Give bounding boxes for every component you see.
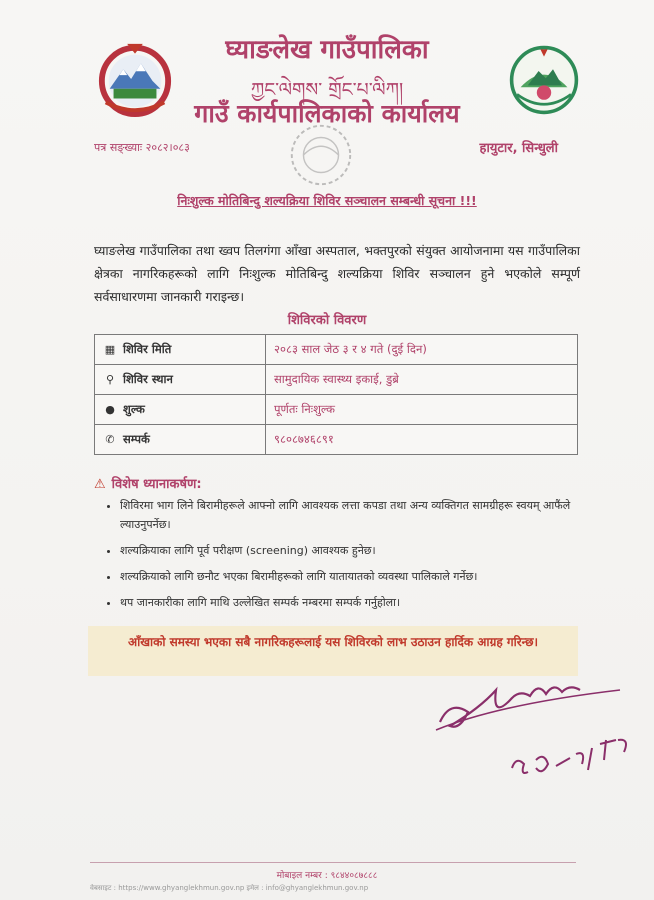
list-item: • थप जानकारीका लागि माथि उल्लेखित सम्पर्क नम्बरमा सम्पर्क गर्नुहोला। <box>120 593 590 612</box>
appeal-banner: आँखाको समस्या भएका सबै नागरिकहरूलाई यस शिविरको लाभ उठाउन हार्दिक आग्रह गरिन्छ। <box>88 626 578 676</box>
special-notice-title <box>94 474 202 492</box>
notice-subject: निःशुल्क मोतिबिन्दु शल्यक्रिया शिविर सञ्चालन सम्बन्धी सूचना !!! <box>177 193 477 208</box>
office-title: गाउँ कार्यपालिकाको कार्यालय <box>194 99 460 128</box>
detail-label-cell <box>95 425 266 455</box>
detail-label-cell <box>95 335 266 365</box>
detail-value: २०८३ साल जेठ ३ र ४ गते (दुई दिन) <box>266 335 578 365</box>
detail-label: शिविर मिति <box>123 342 172 356</box>
intro-paragraph: घ्याङलेख गाउँपालिका तथा ख्वप तिलगंगा आँखा अस्पताल, भक्तपुरको संयुक्त आयोजनामा यस गाउँपालिका क्षेत्रका नागरिकहरूको लागि निःशुल्क मोतिबिन्दु शल्यक्रिया शिविर सञ्चालन हुने भएकोले सम्पूर्ण सर्वसाधारणमा जानकारी गराइन्छ। <box>94 242 580 304</box>
footer-divider <box>90 862 576 863</box>
table-row <box>95 335 578 365</box>
detail-value: ९८०८७४६८९१ <box>266 425 578 455</box>
detail-label-cell <box>95 365 266 395</box>
list-item: • शल्यक्रियाको लागि छनौट भएका बिरामीहरूको लागि यातायातको व्यवस्था पालिकाले गर्नेछ। <box>120 567 590 586</box>
table-row <box>95 425 578 455</box>
detail-label-cell <box>95 395 266 425</box>
detail-label: शुल्क <box>123 402 145 416</box>
municipality-logo <box>508 44 580 116</box>
detail-value: पूर्णतः निःशुल्क <box>266 395 578 425</box>
money-bag-icon: ● <box>105 403 115 416</box>
reference-number: पत्र सङ्ख्याः २०८२।०८३ <box>94 141 190 154</box>
municipality-title: घ्याङलेख गाउँपालिका <box>225 35 429 65</box>
footer-phone: मोबाइल नम्बर : ९८४४०८७८८८ <box>276 871 378 881</box>
table-row <box>95 395 578 425</box>
detail-label: सम्पर्क <box>123 432 150 446</box>
detail-label: शिविर स्थान <box>123 372 173 386</box>
table-row <box>95 365 578 395</box>
warning-icon: ⚠ <box>94 477 106 492</box>
camp-details-table <box>94 334 578 455</box>
calendar-icon: ▦ <box>104 343 116 356</box>
location-pin-icon: ⚲ <box>105 373 115 386</box>
office-location: हायुटार, सिन्धुली <box>479 141 558 156</box>
details-section-title: शिविरको विवरण <box>287 313 367 328</box>
footer-contact-line: वेबसाइट : https://www.ghyanglekhmun.gov.np इमेल : info@ghyanglekhmun.gov.np <box>90 884 369 892</box>
office-stamp <box>282 118 360 192</box>
handwritten-signature <box>420 660 640 800</box>
notice-list <box>104 496 590 619</box>
list-item: • शिविरमा भाग लिने बिरामीहरूले आफ्नो लागि आवश्यक लत्ता कपडा तथा अन्य व्यक्तिगत सामग्रीहरू स्वयम् आफैंले ल्याउनुपर्नेछ। <box>120 496 590 534</box>
phone-icon: ✆ <box>105 433 115 446</box>
municipality-title-script: ཀྱང་ལེགས་ གྲོང་པ་ལིཀ། <box>250 79 404 101</box>
detail-value: सामुदायिक स्वास्थ्य इकाई, डुब्रे <box>266 365 578 395</box>
special-notice-label: विशेष ध्यानाकर्षण: <box>111 477 202 492</box>
list-item: • शल्यक्रियाका लागि पूर्व परीक्षण (screening) आवश्यक हुनेछ। <box>120 541 590 560</box>
